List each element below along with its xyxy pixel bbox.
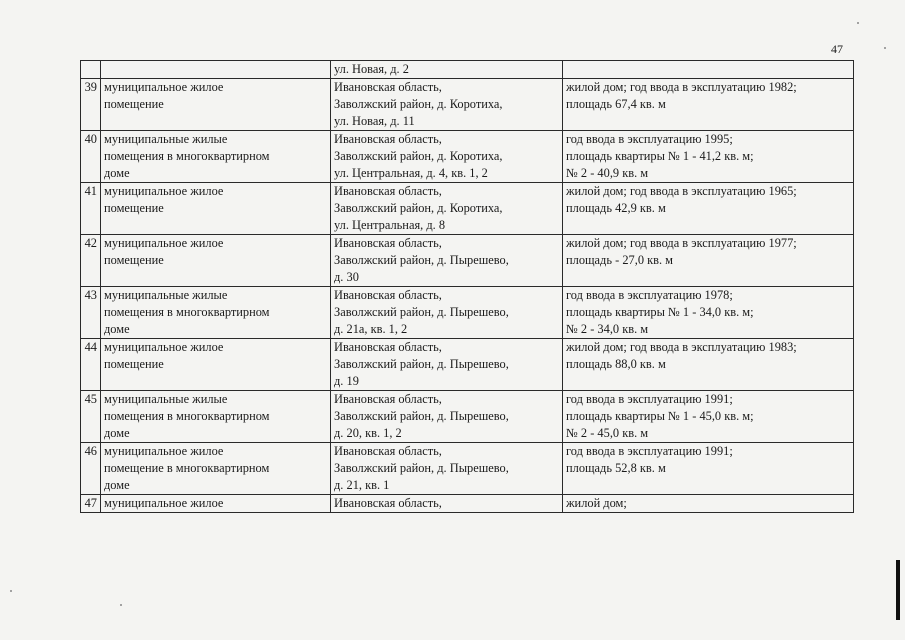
name-cell: муниципальное жилое помещение xyxy=(101,339,331,391)
table-row xyxy=(81,391,854,443)
details-cell: жилой дом; год ввода в эксплуатацию 1965; площадь 42,9 кв. м xyxy=(563,183,854,235)
details-cell: жилой дом; год ввода в эксплуатацию 1982; площадь 67,4 кв. м xyxy=(563,79,854,131)
name-cell: муниципальное жилое помещение xyxy=(101,183,331,235)
scan-speck xyxy=(857,22,859,24)
details-cell: год ввода в эксплуатацию 1991; площадь 52,8 кв. м xyxy=(563,443,854,495)
details-cell: жилой дом; xyxy=(563,495,854,513)
table-row-continuation xyxy=(81,61,854,79)
scan-edge-mark xyxy=(896,560,900,620)
details-cell: жилой дом; год ввода в эксплуатацию 1977; площадь - 27,0 кв. м xyxy=(563,235,854,287)
row-number-cell: 43 xyxy=(81,287,101,339)
table-row xyxy=(81,183,854,235)
name-cell xyxy=(101,61,331,79)
row-number-cell xyxy=(81,61,101,79)
name-cell: муниципальные жилые помещения в многоквартирном доме xyxy=(101,287,331,339)
row-number-cell: 46 xyxy=(81,443,101,495)
table-row xyxy=(81,443,854,495)
row-number-cell: 42 xyxy=(81,235,101,287)
details-cell: год ввода в эксплуатацию 1978; площадь квартиры № 1 - 34,0 кв. м; № 2 - 34,0 кв. м xyxy=(563,287,854,339)
scan-speck xyxy=(10,590,12,592)
address-cell: Ивановская область, Заволжский район, д. Пырешево, д. 21а, кв. 1, 2 xyxy=(331,287,563,339)
name-cell: муниципальные жилые помещения в многоквартирном доме xyxy=(101,391,331,443)
details-cell: год ввода в эксплуатацию 1991; площадь квартиры № 1 - 45,0 кв. м; № 2 - 45,0 кв. м xyxy=(563,391,854,443)
address-cell: Ивановская область, Заволжский район, д. Коротиха, ул. Центральная, д. 8 xyxy=(331,183,563,235)
name-cell: муниципальное жилое помещение xyxy=(101,79,331,131)
scan-speck xyxy=(120,604,122,606)
scan-speck xyxy=(884,47,886,49)
address-cell: Ивановская область, Заволжский район, д. Коротиха, ул. Центральная, д. 4, кв. 1, 2 xyxy=(331,131,563,183)
address-cell: Ивановская область, Заволжский район, д. Пырешево, д. 30 xyxy=(331,235,563,287)
address-cell: Ивановская область, Заволжский район, д. Коротиха, ул. Новая, д. 11 xyxy=(331,79,563,131)
table-row xyxy=(81,79,854,131)
name-cell: муниципальное жилое xyxy=(101,495,331,513)
row-number-cell: 47 xyxy=(81,495,101,513)
name-cell: муниципальное жилое помещение в многоквартирном доме xyxy=(101,443,331,495)
row-number-cell: 39 xyxy=(81,79,101,131)
details-cell: год ввода в эксплуатацию 1995; площадь квартиры № 1 - 41,2 кв. м; № 2 - 40,9 кв. м xyxy=(563,131,854,183)
page-number: 47 xyxy=(831,42,843,56)
table-row xyxy=(81,339,854,391)
details-cell xyxy=(563,61,854,79)
row-number-cell: 40 xyxy=(81,131,101,183)
table-row xyxy=(81,287,854,339)
address-cell: Ивановская область, Заволжский район, д. Пырешево, д. 19 xyxy=(331,339,563,391)
address-cell: Ивановская область, Заволжский район, д. Пырешево, д. 20, кв. 1, 2 xyxy=(331,391,563,443)
table-row xyxy=(81,235,854,287)
row-number-cell: 41 xyxy=(81,183,101,235)
address-cell: Ивановская область, xyxy=(331,495,563,513)
row-number-cell: 45 xyxy=(81,391,101,443)
name-cell: муниципальные жилые помещения в многоквартирном доме xyxy=(101,131,331,183)
table-row xyxy=(81,131,854,183)
table-row xyxy=(81,495,854,513)
details-cell: жилой дом; год ввода в эксплуатацию 1983; площадь 88,0 кв. м xyxy=(563,339,854,391)
property-table xyxy=(80,60,854,513)
row-number-cell: 44 xyxy=(81,339,101,391)
address-cell: ул. Новая, д. 2 xyxy=(331,61,563,79)
name-cell: муниципальное жилое помещение xyxy=(101,235,331,287)
address-cell: Ивановская область, Заволжский район, д. Пырешево, д. 21, кв. 1 xyxy=(331,443,563,495)
